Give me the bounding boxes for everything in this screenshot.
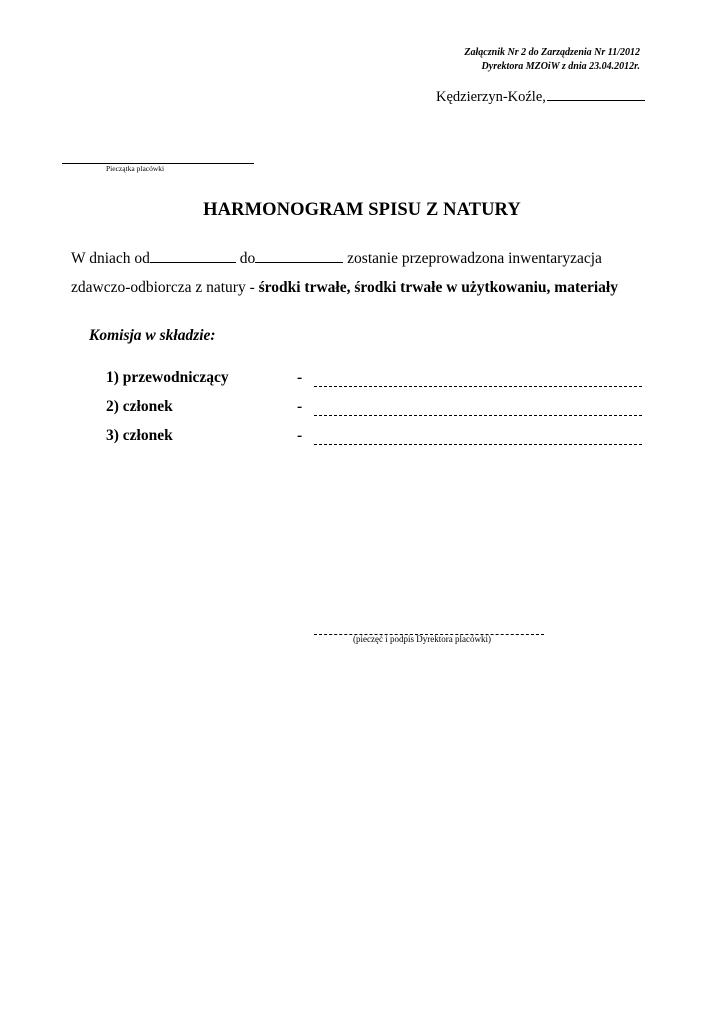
text-from: W dniach od [71, 250, 150, 267]
text-to: do [239, 250, 256, 267]
member-3-dash: - [297, 427, 303, 444]
annex-note [464, 46, 640, 74]
text-rest: zostanie przeprowadzona inwentaryzacja [347, 250, 602, 267]
from-date-blank [150, 249, 236, 263]
member-1-signature-line [314, 386, 642, 387]
member-1-label: 1) przewodniczący [106, 369, 229, 386]
text-line2-plain: zdawczo-odbiorcza z natury - [71, 279, 259, 296]
member-2-signature-line [314, 415, 642, 416]
text-line2-bold: środki trwałe, środki trwałe w użytkowaniu, materiały [258, 279, 618, 296]
place-date-line [436, 86, 645, 106]
member-2-label: 2) członek [106, 398, 173, 415]
member-3-label: 3) członek [106, 427, 173, 444]
date-blank [547, 86, 645, 101]
place-name: Kędzierzyn-Koźle, [436, 89, 546, 105]
annex-line-1: Załącznik Nr 2 do Zarządzenia Nr 11/2012 [464, 47, 640, 58]
stamp-label: Pieczątka placówki [106, 164, 165, 173]
commission-heading: Komisja w składzie: [89, 327, 216, 344]
annex-line-2: Dyrektora MZOiW z dnia 23.04.2012r. [481, 61, 640, 72]
member-1-dash: - [297, 369, 303, 386]
member-2-dash: - [297, 398, 303, 415]
director-signature-label: (pieczęć i podpis Dyrektora placówki) [353, 634, 491, 644]
paragraph-line-2 [71, 279, 618, 297]
document-title: HARMONOGRAM SPISU Z NATURY [203, 200, 521, 220]
paragraph-line-1 [71, 249, 602, 268]
to-date-blank [255, 249, 343, 263]
member-3-signature-line [314, 444, 642, 445]
